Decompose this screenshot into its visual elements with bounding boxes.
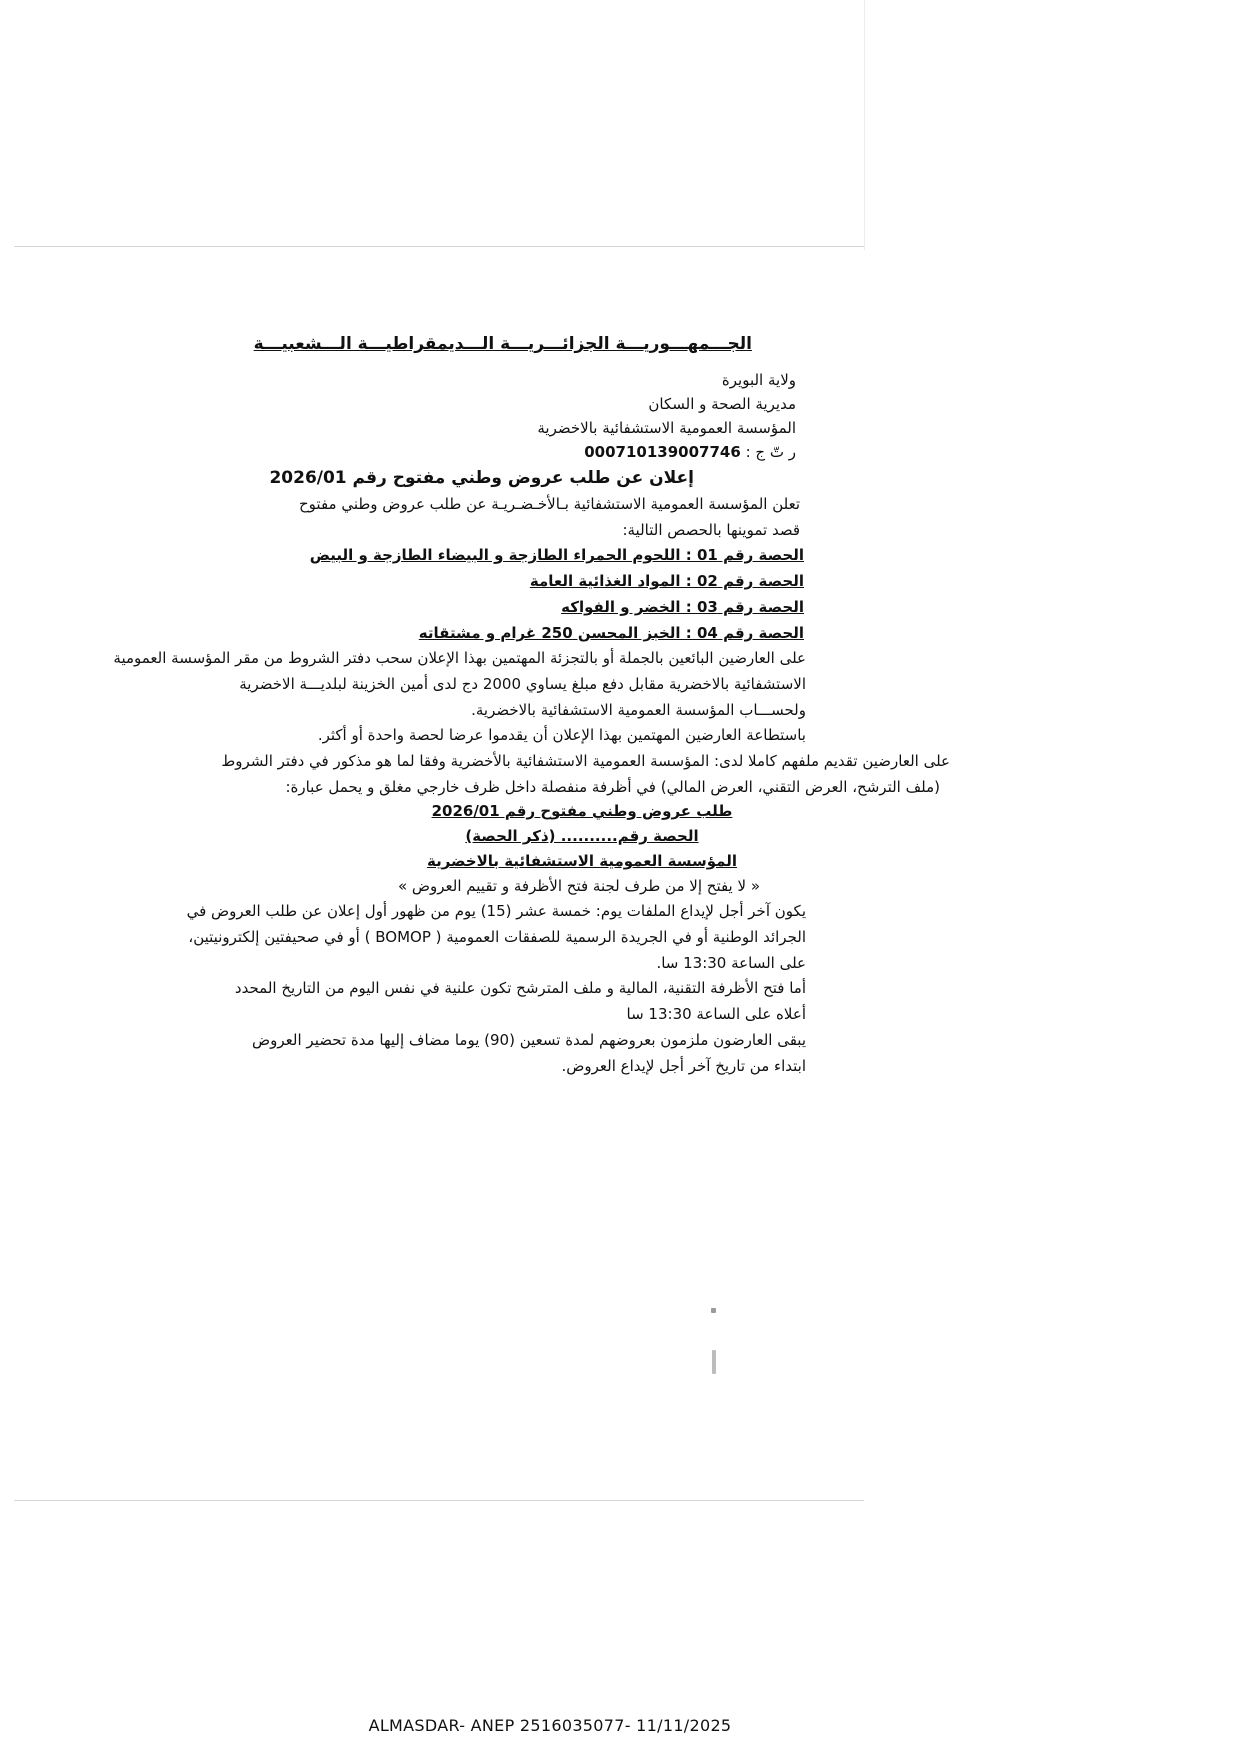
envelope-lot-line: الحصة رقم.......... (ذكر الحصة)	[465, 827, 699, 845]
deadline-line-3: على الساعة 13:30 سا.	[656, 954, 806, 972]
scan-speck	[711, 1308, 716, 1313]
tax-id	[584, 442, 796, 462]
wilaya-name: ولاية البويرة	[721, 371, 796, 389]
lot-02: الحصة رقم 02 : المواد الغذائية العامة	[529, 572, 804, 590]
withdrawal-line-1: على العارضين البائعين بالجملة أو بالتجزئة المهتمين بهذا الإعلان سحب دفتر الشروط من مقر المؤسسة العمومية	[113, 649, 806, 667]
lot-04: الحصة رقم 04 : الخبز المحسن 250 غرام و مشتقاته	[418, 624, 804, 642]
validity-line-2: ابتداء من تاريخ آخر أجل لإيداع العروض.	[561, 1057, 806, 1075]
intro-line-1: تعلن المؤسسة العمومية الاستشفائية بـالأخـضـريـة عن طلب عروض وطني مفتوح	[298, 495, 800, 513]
deadline-line-1: يكون آخر أجل لإيداع الملفات يوم: خمسة عشر (15) يوم من ظهور أول إعلان عن طلب العروض في	[186, 902, 806, 920]
submission-line-2: (ملف الترشح، العرض التقني، العرض المالي) في أظرفة منفصلة داخل ظرف خارجي مغلق و يحمل عبارة:	[285, 778, 940, 796]
validity-line-1: يبقى العارضون ملزمون بعروضهم لمدة تسعين (90) يوما مضاف إليها مدة تحضير العروض	[252, 1031, 806, 1049]
institution-name: المؤسسة العمومية الاستشفائية بالاخضرية	[537, 419, 796, 437]
directorate-name: مديرية الصحة و السكان	[648, 395, 796, 413]
opening-line-1: أما فتح الأظرفة التقنية، المالية و ملف المترشح تكون علنية في نفس اليوم من التاريخ المحدد	[234, 979, 806, 997]
envelope-do-not-open: « لا يفتح إلا من طرف لجنة فتح الأظرفة و تقييم العروض »	[397, 877, 760, 895]
tax-id-value: 000710139007746	[584, 443, 741, 461]
lot-03: الحصة رقم 03 : الخضر و الفواكه	[561, 598, 804, 616]
withdrawal-line-3: ولحســـاب المؤسسة العمومية الاستشفائية بالاخضرية.	[471, 701, 806, 719]
opening-line-2: أعلاه على الساعة 13:30 سا	[626, 1005, 806, 1023]
envelope-tender-ref: طلب عروض وطني مفتوح رقم 2026/01	[431, 802, 733, 820]
source-stamp: ALMASDAR- ANEP 2516035077- 11/11/2025	[368, 1716, 732, 1735]
withdrawal-line-2: الاستشفائية بالاخضرية مقابل دفع مبلغ يساوي 2000 دج لدى أمين الخزينة لبلديـــة الاخضرية	[239, 675, 806, 693]
envelope-institution: المؤسسة العمومية الاستشفائية بالاخضرية	[426, 852, 738, 870]
scan-speck	[712, 1350, 716, 1374]
deadline-line-2: الجرائد الوطنية أو في الجريدة الرسمية للصفقات العمومية ( BOMOP ) أو في صحيفتين إلكترونيتين،	[188, 928, 806, 946]
tax-id-label: ر تّ ج :	[745, 443, 796, 461]
submission-line-1: على العارضين تقديم ملفهم كاملا لدى: المؤسسة العمومية الاستشفائية بالأخضرية وفقا لما هو مذكور في دفتر الشروط	[221, 752, 950, 770]
intro-line-2: قصد تموينها بالحصص التالية:	[622, 521, 800, 539]
republic-header: الجـــمهـــوريـــة الجزائـــريـــة الـــديمقراطيـــة الـــشعبيـــة	[253, 334, 752, 354]
lot-01: الحصة رقم 01 : اللحوم الحمراء الطازجة و البيضاء الطازجة و البيض	[309, 546, 804, 564]
multi-lot-note: باستطاعة العارضين المهتمين بهذا الإعلان أن يقدموا عرضا لحصة واحدة أو أكثر.	[317, 726, 806, 744]
notice-title: إعلان عن طلب عروض وطني مفتوح رقم 2026/01	[269, 468, 694, 488]
